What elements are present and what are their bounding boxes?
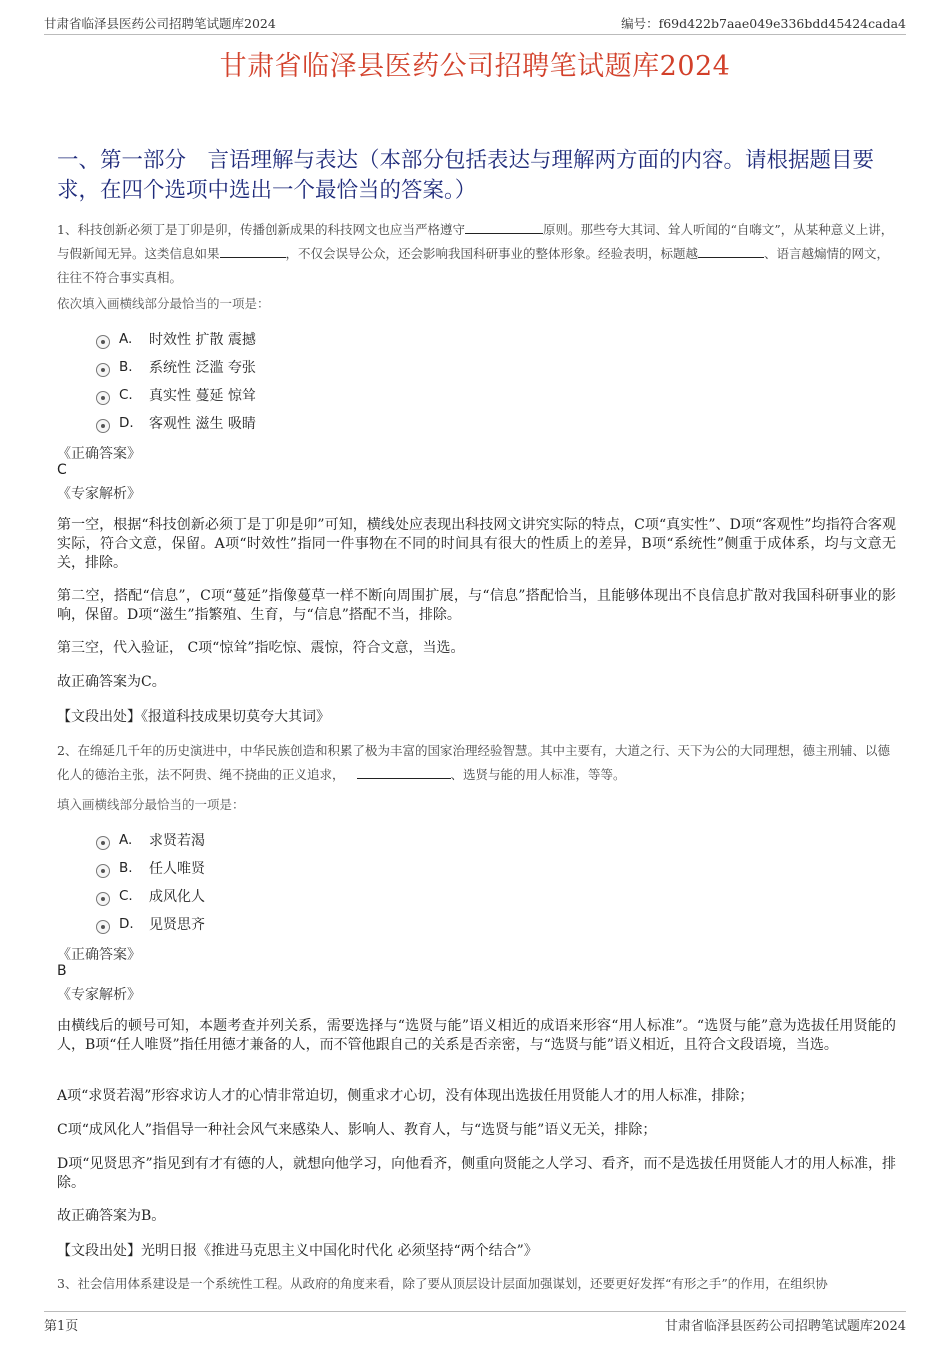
analysis-paragraph: 第三空，代入验证， C项“惊耸”指吃惊、震惊，符合文意，当选。 xyxy=(57,640,465,656)
fill-blank xyxy=(357,766,451,779)
radio-icon[interactable] xyxy=(96,892,110,906)
analysis-paragraph: 第二空，搭配“信息”，C项“蔓延”指像蔓草一样不断向周围扩展，与“信息”搭配恰当，且能够体现出不良信息扩散对我国科研事业的影响，保留。D项“滋生”指繁殖、生育，与“信息”搭配不当，排除。 xyxy=(57,588,896,623)
radio-icon[interactable] xyxy=(96,419,110,433)
fill-blank xyxy=(465,221,543,234)
page-header xyxy=(44,14,906,35)
answer-label: 《正确答案》 xyxy=(57,947,141,963)
answer-label: 《正确答案》 xyxy=(57,446,141,462)
fill-blank xyxy=(698,245,764,258)
radio-icon[interactable] xyxy=(96,920,110,934)
question-2-prompt: 填入画横线部分最恰当的一项是： xyxy=(57,797,245,812)
page-footer xyxy=(44,1311,906,1334)
question-2-stem: 2、在绵延几千年的历史演进中，中华民族创造和积累了极为丰富的国家治理经验智慧。其中主要有，大道之行、天下为公的大同理想，德主刑辅、以德化人的德治主张，法不阿贵、绳不挠曲的正义追求， 、选贤与能的用人标准，等等。 xyxy=(57,743,890,782)
page-title: 甘肃省临泽县医药公司招聘笔试题库2024 xyxy=(219,51,731,82)
footer-doc-title: 甘肃省临泽县医药公司招聘笔试题库2024 xyxy=(664,1319,906,1334)
option-d[interactable]: D. 客观性 滋生 吸睛 xyxy=(96,409,256,437)
header-doc-title: 甘肃省临泽县医药公司招聘笔试题库2024 xyxy=(44,16,276,31)
question-1-stem: 1、科技创新必须丁是丁卯是卯，传播创新成果的科技网文也应当严格遵守 原则。那些夸大其词、耸人听闻的“自嗨文”，从某种意义上讲，与假新闻无异。这类信息如果 ，不仅会误导公众，还会影响我国科研事业的整体形象。经验表明，标题越 、语言越煽情的网文，往往不符合事实真相。 xyxy=(57,222,894,285)
radio-icon[interactable] xyxy=(96,335,110,349)
analysis-label: 《专家解析》 xyxy=(57,486,141,502)
question-2-options xyxy=(96,826,205,938)
radio-icon[interactable] xyxy=(96,363,110,377)
question-3-stem: 3、社会信用体系建设是一个系统性工程。从政府的角度来看，除了要从顶层设计层面加强谋划，还要更好发挥“有形之手”的作用，在组织协 xyxy=(57,1276,828,1291)
analysis-paragraph: C项“成风化人”指倡导一种社会风气来感染人、影响人、教育人，与“选贤与能”语义无关，排除； xyxy=(57,1122,657,1138)
analysis-paragraph: 由横线后的顿号可知，本题考查并列关系，需要选择与“选贤与能”语义相近的成语来形容“用人标准”。“选贤与能”意为选拔任用贤能的人，B项“任人唯贤”指任用德才兼备的人，而不管他跟自己的关系是否亲密，与“选贤与能”语义相近，且符合文段语境，当选。 xyxy=(57,1018,896,1053)
analysis-conclusion: 故正确答案为C。 xyxy=(57,674,166,690)
option-a[interactable]: A. 求贤若渴 xyxy=(96,826,205,854)
analysis-paragraph: D项“见贤思齐”指见到有才有德的人，就想向他学习，向他看齐，侧重向贤能之人学习、看齐，而不是选拔任用贤能人才的用人标准，排除。 xyxy=(57,1156,896,1191)
page-number: 第1页 xyxy=(44,1319,79,1334)
radio-icon[interactable] xyxy=(96,864,110,878)
analysis-paragraph: 第一空，根据“科技创新必须丁是丁卯是卯”可知，横线处应表现出科技网文讲究实际的特点，C项“真实性”、D项“客观性”均指符合客观实际，符合文意，保留。A项“时效性”指同一件事物在不同的时间具有很大的性质上的差异，B项“系统性”侧重于成体系，均与文意无关，排除。 xyxy=(57,517,896,571)
fill-blank xyxy=(220,245,286,258)
analysis-paragraph: A项“求贤若渴”形容求访人才的心情非常迫切，侧重求才心切，没有体现出选拔任用贤能人才的用人标准，排除； xyxy=(57,1088,754,1104)
question-1-options xyxy=(96,325,256,437)
radio-icon[interactable] xyxy=(96,836,110,850)
question-1-prompt: 依次填入画横线部分最恰当的一项是： xyxy=(57,296,270,311)
option-c[interactable]: C. 成风化人 xyxy=(96,882,205,910)
answer-value: B xyxy=(57,963,67,979)
option-b[interactable]: B. 任人唯贤 xyxy=(96,854,205,882)
radio-icon[interactable] xyxy=(96,391,110,405)
analysis-label: 《专家解析》 xyxy=(57,987,141,1003)
header-doc-id: 编号：f69d422b7aae049e336bdd45424cada4 xyxy=(621,16,906,31)
option-c[interactable]: C. 真实性 蔓延 惊耸 xyxy=(96,381,256,409)
source-citation: 【文段出处】《报道科技成果切莫夸大其词》 xyxy=(57,709,330,725)
answer-value: C xyxy=(57,462,67,478)
source-citation: 【文段出处】光明日报《推进马克思主义中国化时代化 必须坚持“两个结合”》 xyxy=(57,1243,538,1259)
analysis-conclusion: 故正确答案为B。 xyxy=(57,1208,166,1224)
section-heading: 一、第一部分 言语理解与表达（本部分包括表达与理解两方面的内容。请根据题目要求，在四个选项中选出一个最恰当的答案。） xyxy=(57,148,875,203)
option-b[interactable]: B. 系统性 泛滥 夸张 xyxy=(96,353,256,381)
option-a[interactable]: A. 时效性 扩散 震撼 xyxy=(96,325,256,353)
option-d[interactable]: D. 见贤思齐 xyxy=(96,910,205,938)
